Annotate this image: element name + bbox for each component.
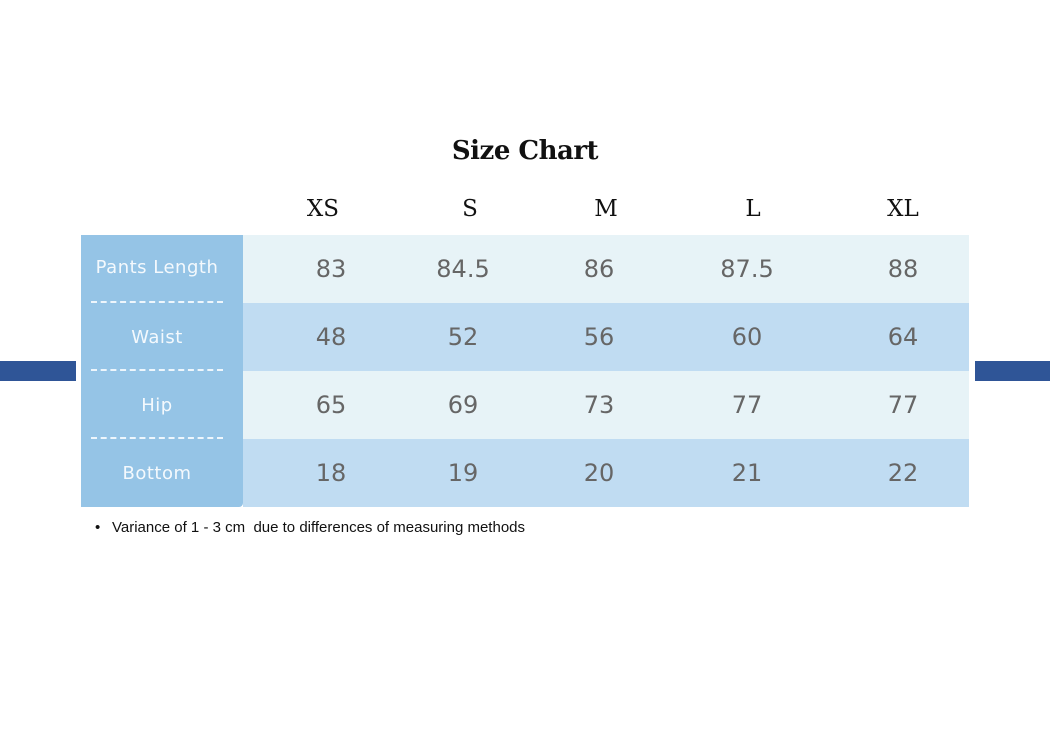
table-cell: 83	[315, 255, 347, 283]
row-label-hip: Hip	[141, 395, 173, 416]
table-row-pants-length	[243, 235, 969, 303]
table-cell: 86	[583, 255, 615, 283]
row-label-bottom: Bottom	[122, 463, 192, 484]
table-cell: 87.5	[720, 255, 774, 283]
table-cell: 56	[583, 323, 615, 351]
table-cell: 21	[731, 459, 763, 487]
table-cell: 48	[315, 323, 347, 351]
size-header-s: S	[462, 196, 478, 222]
page-title: Size Chart	[451, 136, 599, 166]
size-header-xs: XS	[306, 196, 340, 222]
table-cell: 69	[447, 391, 479, 419]
right-accent-bar	[975, 361, 1050, 381]
table-cell: 22	[887, 459, 919, 487]
table-cell: 18	[315, 459, 347, 487]
table-row-bottom	[243, 439, 969, 507]
table-row-waist	[243, 303, 969, 371]
row-label-waist: Waist	[131, 327, 183, 348]
table-cell: 60	[731, 323, 763, 351]
size-header-l: L	[745, 196, 761, 222]
note-text: Variance of 1 - 3 cm due to differences of measuring methods	[112, 519, 525, 536]
table-cell: 65	[315, 391, 347, 419]
dashed-divider	[91, 301, 223, 303]
table-cell: 73	[583, 391, 615, 419]
size-header-m: M	[594, 196, 618, 222]
table-cell: 77	[731, 391, 763, 419]
table-cell: 19	[447, 459, 479, 487]
left-accent-bar	[0, 361, 76, 381]
table-cell: 20	[583, 459, 615, 487]
measurement-note	[95, 519, 525, 536]
table-cell: 84.5	[436, 255, 490, 283]
table-row-hip	[243, 371, 969, 439]
table-cell: 52	[447, 323, 479, 351]
size-table	[81, 235, 969, 507]
table-cell: 64	[887, 323, 919, 351]
table-cell: 88	[887, 255, 919, 283]
size-header-xl: XL	[887, 196, 919, 222]
bullet-icon: •	[95, 519, 101, 536]
row-label-pants-length: Pants Length	[95, 257, 219, 278]
table-cell: 77	[887, 391, 919, 419]
row-label-column	[81, 235, 243, 507]
dashed-divider	[91, 369, 223, 371]
dashed-divider	[91, 437, 223, 439]
